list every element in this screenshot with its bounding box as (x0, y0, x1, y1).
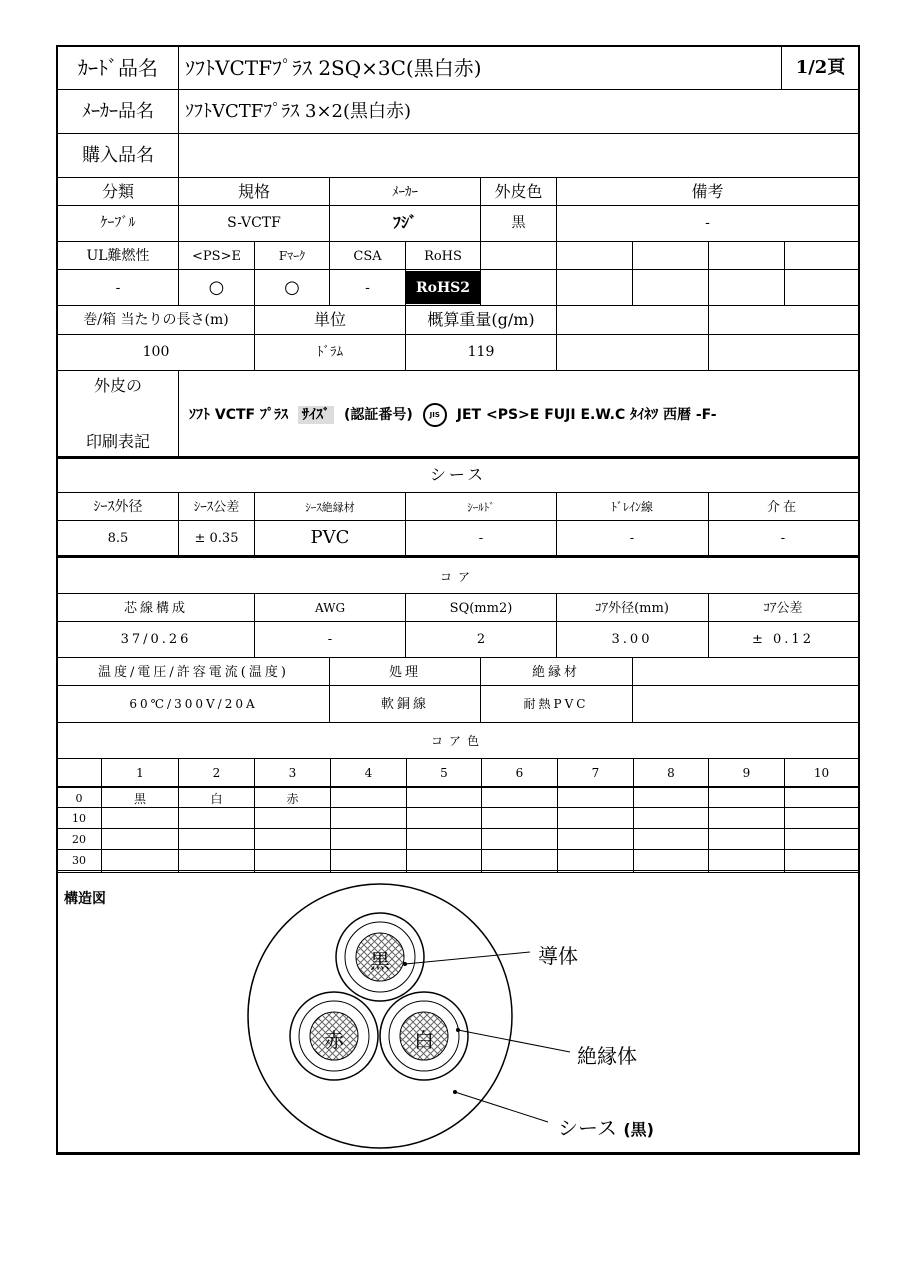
spec-value-color: 黒 (511, 215, 526, 231)
std-value-pse: ○ (208, 276, 225, 298)
print-text-c: JET <PS>E FUJI E.W.C ﾀｲﾈﾂ 西暦 -F- (456, 407, 717, 423)
process-value: 軟銅線 (380, 696, 429, 712)
sheath-value-shield: - (478, 530, 484, 546)
std-header-ul: UL難燃性 (86, 248, 150, 264)
core-left-label: 赤 (324, 1028, 344, 1052)
sheath-header-shield: ｼｰﾙﾄﾞ (467, 500, 495, 514)
sheath-value-drain: - (629, 530, 635, 546)
spec-header-category: 分類 (101, 182, 134, 201)
unit-value: ﾄﾞﾗﾑ (317, 344, 343, 360)
label-sheath: シース (黒) (558, 1116, 654, 1140)
card-name-value: ｿﾌﾄVCTFﾌﾟﾗｽ 2SQ×3C(黒白赤) (185, 56, 482, 80)
page-number: 1/2頁 (795, 57, 846, 78)
weight-value: 119 (467, 344, 495, 360)
core-top-label: 黒 (370, 949, 390, 973)
spec-value-remarks: - (705, 215, 710, 231)
core-value-od: 3.00 (611, 631, 653, 647)
color-cell: 赤 (286, 791, 299, 806)
color-col-header: 4 (364, 765, 373, 780)
core-value-sq: 2 (476, 631, 486, 647)
color-col-header: 7 (591, 765, 600, 780)
label-insulator: 絶縁体 (577, 1044, 637, 1068)
core-color-title: コア色 (430, 734, 485, 748)
label-conductor: 導体 (538, 944, 578, 968)
print-text-size: ｻｲｽﾞ (298, 406, 334, 424)
color-col-header: 9 (742, 765, 751, 780)
color-row-label: 10 (72, 812, 86, 825)
sheath-header-od: ｼｰｽ外径 (93, 499, 143, 515)
sheath-value-tol: ± 0.35 (194, 530, 239, 546)
purchase-name-label: 購入品名 (82, 145, 154, 166)
sheath-header-tol: ｼｰｽ公差 (193, 499, 240, 515)
core-value-tol: ± 0.12 (752, 631, 814, 647)
std-header-rohs: RoHS (424, 248, 462, 264)
core-header-sq: SQ(mm2) (449, 600, 513, 616)
print-label-top: 外皮の (93, 376, 142, 395)
color-col-header: 1 (136, 765, 144, 780)
core-value-awg: - (327, 631, 333, 647)
color-cell: 黒 (133, 791, 146, 806)
color-col-header: 6 (515, 765, 524, 780)
length-value: 100 (142, 344, 170, 360)
core-right-label: 白 (414, 1028, 434, 1052)
sheath-title: シース (429, 465, 487, 484)
print-text-a: ｿﾌﾄ VCTF ﾌﾟﾗｽ (189, 407, 288, 423)
core-header-tol: ｺｱ公差 (763, 600, 803, 616)
std-value-rohs: RoHS2 (406, 271, 480, 304)
color-row-label: 20 (72, 833, 86, 846)
insulation-header: 絶縁材 (531, 664, 580, 680)
temp-value: 60℃/300V/20A (129, 697, 258, 711)
print-label-bottom: 印刷表記 (85, 432, 150, 451)
std-value-fmark: ○ (284, 276, 300, 298)
std-value-csa: - (365, 279, 370, 296)
color-row-label: 0 (75, 792, 83, 805)
color-cell: 白 (210, 791, 223, 806)
spec-value-maker: ﾌｼﾞ (392, 213, 417, 232)
color-col-header: 5 (440, 765, 448, 780)
process-header: 処理 (388, 664, 421, 680)
spec-header-standard: 規格 (237, 182, 270, 201)
core-header-awg: AWG (314, 601, 346, 615)
sheath-value-filler: - (780, 530, 786, 546)
core-header-strand: 芯線構成 (123, 600, 188, 616)
print-text-b: (認証番号) (343, 407, 413, 423)
diagram-title: 構造図 (64, 891, 106, 907)
sheath-header-filler: 介在 (766, 499, 799, 515)
color-col-header: 3 (288, 765, 297, 780)
core-value-strand: 37/0.26 (120, 631, 192, 647)
weight-label: 概算重量(g/m) (427, 310, 535, 329)
core-title: コア (439, 570, 476, 584)
temp-header: 温度/電圧/許容電流(温度) (98, 664, 289, 680)
sheath-value-od: 8.5 (107, 530, 129, 546)
spec-header-color: 外皮色 (494, 182, 543, 201)
insulation-value: 耐熱PVC (523, 697, 589, 711)
std-value-ul: - (115, 279, 121, 296)
spec-value-standard: S-VCTF (227, 215, 281, 231)
spec-value-category: ｹｰﾌﾞﾙ (100, 215, 136, 231)
color-col-header: 8 (667, 765, 675, 780)
spec-header-maker: ﾒｰｶｰ (392, 184, 418, 200)
color-col-header: 2 (212, 765, 221, 780)
sheath-header-insul: ｼｰｽ絶縁材 (305, 500, 355, 514)
sheath-value-insul: PVC (310, 527, 350, 548)
spec-header-remarks: 備考 (691, 182, 724, 201)
core-header-od: ｺｱ外径(mm) (595, 600, 669, 616)
std-header-pse: <PS>E (192, 248, 241, 264)
sheath-header-drain: ﾄﾞﾚｲﾝ線 (610, 500, 653, 514)
color-row-label: 30 (72, 853, 86, 867)
maker-name-value: ｿﾌﾄVCTFﾌﾟﾗｽ 3×2(黒白赤) (185, 101, 412, 122)
length-label: 巻/箱 当たりの長さ(m) (83, 312, 229, 328)
std-header-fmark: Fﾏｰｸ (278, 249, 306, 263)
std-header-csa: CSA (353, 248, 382, 264)
unit-label: 単位 (313, 310, 346, 329)
card-name-label: ｶｰﾄﾞ品名 (78, 56, 158, 80)
color-col-header: 10 (813, 765, 830, 780)
jis-mark-icon: JIS (423, 403, 447, 427)
maker-name-label: ﾒｰｶｰ品名 (82, 101, 154, 122)
